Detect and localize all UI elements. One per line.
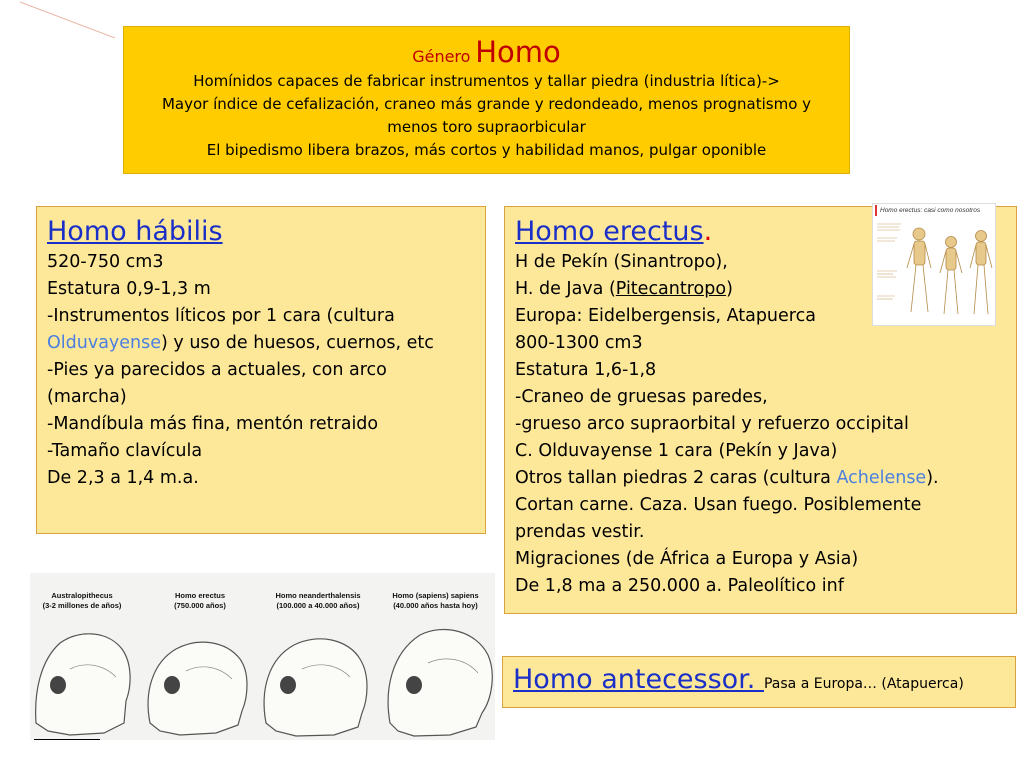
erectus-cut-line2: prendas vestir. — [515, 522, 645, 542]
habilis-height: Estatura 0,9-1,3 m — [47, 279, 211, 299]
habilis-tools-line2 — [47, 330, 475, 357]
skull-sapiens — [388, 629, 492, 736]
header-genus: Homo — [475, 35, 561, 69]
pitecantropo-link[interactable]: Pitecantropo — [615, 279, 727, 299]
skull-label-date: (100.000 a 40.000 años) — [276, 601, 360, 610]
erectus-europe: Europa: Eidelbergensis, Atapuerca — [515, 306, 816, 326]
skeleton-image-title: Homo erectus: casi como nosotros — [875, 205, 995, 216]
skull-label-name: Homo neanderthalensis — [275, 591, 361, 600]
erectus-age: De 1,8 ma a 250.000 a. Paleolítico inf — [515, 576, 844, 596]
erectus-others-post: ). — [926, 468, 939, 488]
erectus-arch: -grueso arco supraorbital y refuerzo occipital — [515, 414, 909, 434]
erectus-others-pre: Otros tallan piedras 2 caras (cultura — [515, 468, 837, 488]
skull-drawings — [30, 573, 495, 740]
skull-label-name: Homo (sapiens) sapiens — [392, 591, 479, 600]
header-line-2: Mayor índice de cefalización, craneo más grande y redondeado, menos prognatismo y — [161, 95, 812, 113]
erectus-olduvayense: C. Olduvayense 1 cara (Pekín y Java) — [515, 441, 838, 461]
skull-label-date: (40.000 años hasta hoy) — [393, 601, 478, 610]
skull-erectus — [148, 642, 247, 735]
skull-caption-underline — [34, 739, 100, 740]
achelense-term: Achelense — [836, 468, 927, 488]
decorative-line — [0, 0, 130, 45]
erectus-title-dot: . — [703, 216, 713, 247]
habilis-feet-line2: (marcha) — [47, 387, 127, 407]
habilis-tools-rest: ) y uso de huesos, cuernos, etc — [161, 333, 434, 353]
habilis-feet-line1: -Pies ya parecidos a actuales, con arco — [47, 360, 387, 380]
erectus-cut-line1: Cortan carne. Caza. Usan fuego. Posiblemente — [515, 495, 922, 515]
homo-erectus-skeleton-image — [872, 203, 996, 326]
erectus-java-pre: H. de Java ( — [515, 279, 616, 299]
erectus-pekin: H de Pekín (Sinantropo), — [515, 252, 728, 272]
habilis-clavicle: -Tamaño clavícula — [47, 441, 203, 461]
header-title — [124, 37, 849, 72]
genus-header-box — [123, 26, 850, 174]
habilis-volume: 520-750 cm3 — [47, 252, 164, 272]
antecessor-note: Pasa a Europa… (Atapuerca) — [763, 676, 964, 692]
skull-label-name: Homo erectus — [174, 591, 225, 600]
erectus-volume: 800-1300 cm3 — [515, 333, 643, 353]
skeleton-figures — [873, 216, 996, 326]
erectus-java-post: ) — [726, 279, 733, 299]
homo-antecessor-card — [502, 656, 1016, 708]
erectus-migrations: Migraciones (de África a Europa y Asia) — [515, 549, 859, 569]
skull-neanderthalensis — [264, 639, 367, 736]
skull-australopithecus — [36, 634, 130, 735]
habilis-tools-line1: -Instrumentos líticos por 1 cara (cultura — [47, 306, 395, 326]
erectus-height: Estatura 1,6-1,8 — [515, 360, 657, 380]
erectus-others — [515, 465, 1006, 492]
skull-label-name: Australopithecus — [51, 591, 113, 600]
habilis-jaw: -Mandíbula más fina, mentón retraido — [47, 414, 379, 434]
skull-comparison-image — [30, 573, 495, 740]
erectus-skull: -Craneo de gruesas paredes, — [515, 387, 768, 407]
homo-erectus-link[interactable]: Homo erectus — [515, 216, 704, 247]
header-line-3: menos toro supraorbicular — [387, 118, 586, 136]
homo-habilis-link[interactable]: Homo hábilis — [47, 216, 223, 247]
header-prefix: Género — [412, 47, 471, 66]
homo-antecessor-link[interactable]: Homo antecessor. — [513, 664, 764, 695]
olduvayense-term: Olduvayense — [47, 333, 162, 353]
header-line-1: Homínidos capaces de fabricar instrumentos y tallar piedra (industria lítica)-> — [193, 72, 780, 90]
habilis-age: De 2,3 a 1,4 m.a. — [47, 468, 199, 488]
skull-label-date: (750.000 años) — [174, 601, 226, 610]
skull-label-date: (3-2 millones de años) — [42, 601, 122, 610]
header-line-4: El bipedismo libera brazos, más cortos y habilidad manos, pulgar oponible — [206, 141, 767, 159]
homo-habilis-card — [36, 206, 486, 534]
